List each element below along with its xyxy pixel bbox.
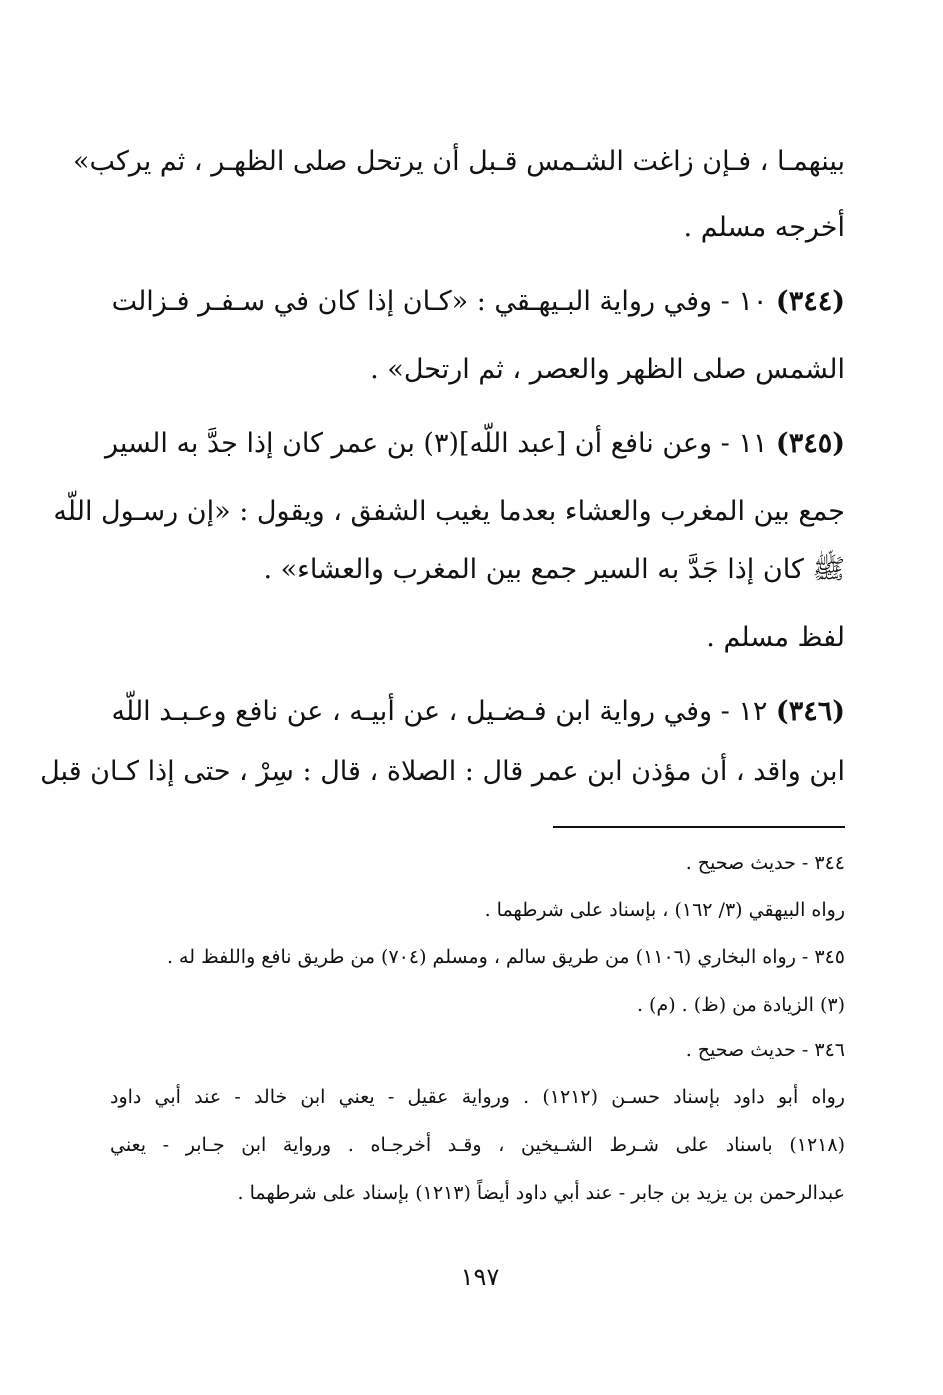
page-number: ١٩٧ [460, 1263, 500, 1291]
hadith-344 [111, 282, 845, 322]
body-line-2: أخرجه مسلم . [683, 212, 845, 243]
footnote-line-5: ٣٤٦ - حديث صحيح . [685, 1039, 845, 1061]
footnote-line-1: ٣٤٤ - حديث صحيح . [685, 852, 845, 874]
footnote-line-4: (٣) الزيادة من (ظ) . (م) . [636, 994, 845, 1016]
footnote-line-2: رواه البيهقي (٣/ ١٦٢) ، بإسناد على شرطهما . [484, 899, 845, 921]
hadith-346 [111, 692, 845, 732]
body-line-4: الشمس صلى الظهر والعصر ، ثم ارتحل» . [370, 354, 845, 385]
footnote-line-6: رواه أبو داود بإسناد حسـن (١٢١٢) . ورواية عقيل - يعني ابن خالد - عند أبي داود [110, 1086, 845, 1108]
body-line-6: جمع بين المغرب والعشاء بعدما يغيب الشفق ، ويقول : «إن رسـول اللّه [53, 496, 845, 527]
body-line-8: لفظ مسلم . [706, 622, 845, 653]
footnote-line-8: عبدالرحمن بن يزيد بن جابر - عند أبي داود أيضاً (١٢١٣) بإسناد على شرطهما . [237, 1182, 845, 1204]
footnote-line-7: (١٢١٨) باسناد على شـرط الشـيخين ، وقـد أخرجـاه . ورواية ابن جـابر - يعني [110, 1134, 845, 1156]
body-line-5: ١١ - وعن نافع أن [عبد اللّه](٣) بن عمر كان إذا جدَّ به السير [105, 428, 768, 459]
hadith-number-346: (٣٤٦) [775, 696, 845, 727]
footnote-separator [553, 826, 845, 828]
body-line-7: ﷺ كان إذا جَدَّ به السير جمع بين المغرب والعشاء» . [263, 554, 845, 585]
hadith-number-345: (٣٤٥) [775, 428, 845, 459]
body-line-9: ١٢ - وفي رواية ابن فـضـيل ، عن أبيـه ، عن نافع وعـبـد اللّه [111, 696, 768, 727]
body-line-3: ١٠ - وفي رواية البـيهـقي : «كـان إذا كان في سـفـر فـزالت [111, 286, 768, 317]
hadith-number-344: (٣٤٤) [775, 286, 845, 317]
body-line-1: بينهمـا ، فـإن زاغت الشـمس قـبل أن يرتحل صلى الظهـر ، ثم يركب» [72, 146, 845, 177]
footnote-line-3: ٣٤٥ - رواه البخاري (١١٠٦) من طريق سالم ، ومسلم (٧٠٤) من طريق نافع واللفظ له . [166, 946, 845, 968]
hadith-345 [105, 424, 845, 464]
body-line-10: ابن واقد ، أن مؤذن ابن عمر قال : الصلاة ، قال : سِرْ ، حتى إذا كـان قبل [40, 756, 845, 787]
